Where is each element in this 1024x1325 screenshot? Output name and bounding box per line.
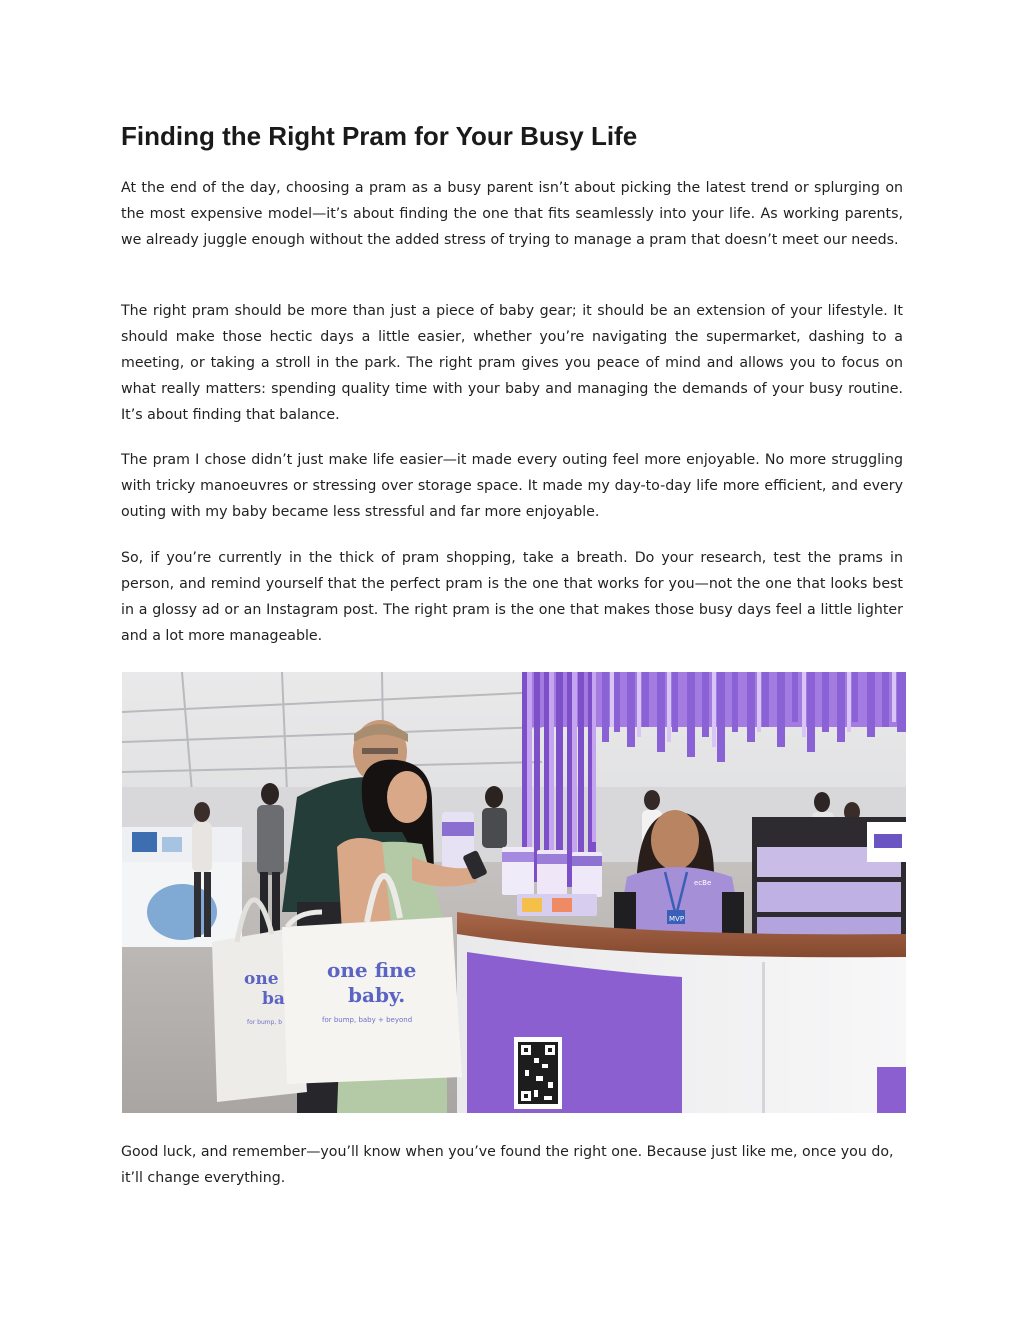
article-title: Finding the Right Pram for Your Busy Life	[121, 121, 638, 151]
left-booth	[122, 827, 242, 947]
bag-back-tagline: for bump, b	[247, 1019, 283, 1026]
bag-front-tagline: for bump, baby + beyond	[322, 1016, 413, 1024]
shirt-logo-text: ecBe	[694, 879, 712, 887]
bag-front-line2: baby.	[348, 983, 406, 1007]
bag-back-line1: one	[244, 969, 279, 989]
paragraph-4: So, if you’re currently in the thick of pram shopping, take a breath. Do your research, test the prams in person, and remind yourself that the perfect pram is the one that works for you—not the one that looks best in a glossy ad or an Instagram post. The right pram is the one that makes those busy days feel a little lighter and a lot more manageable.	[121, 550, 903, 644]
staff-badge-text: MVP	[669, 915, 685, 923]
paragraph-3: The pram I chose didn’t just make life easier—it made every outing feel more enjoyable. No more struggling with tricky manoeuvres or stressing over storage space. It made my day-to-day life more efficient, and every outing with my baby became less stressful and far more enjoyable.	[121, 452, 903, 520]
bag-front-line1: one fine	[327, 958, 417, 982]
right-shelves	[752, 817, 906, 937]
bag-back-line2: ba	[262, 989, 285, 1009]
paragraph-1: At the end of the day, choosing a pram as a busy parent isn’t about picking the latest trend or splurging on the most expensive model—it’s about finding the one that fits seamlessly into your life. As working parents, we already juggle enough without the added stress of trying to manage a pram that doesn’t meet our needs.	[121, 180, 903, 248]
qr-code	[514, 1037, 562, 1109]
paragraph-5: Good luck, and remember—you’ll know when you’ve found the right one. Because just like me, once you do, it’ll change everything.	[121, 1144, 894, 1186]
expo-photo	[122, 672, 906, 1113]
paragraph-2: The right pram should be more than just a piece of baby gear; it should be an extension of your lifestyle. It should make those hectic days a little easier, whether you’re navigating the supermarket, dashing to a meeting, or taking a stroll in the park. The right pram gives you peace of mind and allows you to focus on what really matters: spending quality time with your baby and managing the demands of your busy routine. It’s about finding that balance.	[121, 303, 903, 423]
purple-counter	[457, 912, 906, 1113]
